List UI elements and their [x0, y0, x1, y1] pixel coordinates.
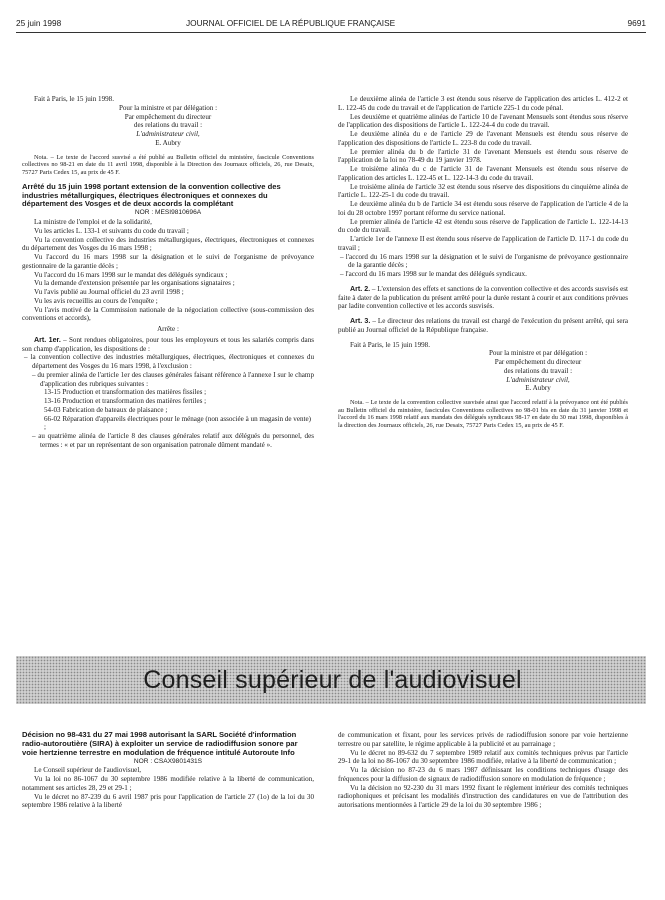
paragraph: Vu le décret no 89-632 du 7 septembre 1989 relatif aux comités techniques prévus par l'article 29-1 de la loi no 86-1067 du 30 septembre 1986 modifiée, relative à la liberté de communication ; — [338, 748, 628, 766]
paragraph: Le premier alinéa du b de l'article 31 de l'avenant Mensuels est étendu sous réserve de l'application de la loi no 78-49 du 19 janvier 1978. — [338, 147, 628, 165]
decision-title: Décision no 98-431 du 27 mai 1998 autorisant la SARL Société d'information radio-autoroutière (SIRA) à exploiter un service de radiodiffusion sonore par voie hertzienne terrestre en modulation de fréquence intitulé Autoroute Info — [22, 730, 298, 757]
header-page-number: 9691 — [627, 18, 646, 28]
column-right-top — [338, 95, 628, 430]
signature-line: L'administrateur civil, — [506, 375, 570, 384]
article-2 — [338, 285, 628, 311]
paragraph: Le deuxième alinéa du b de l'article 34 est étendu sous réserve de l'application de l'article 4 de la loi du 28 octobre 1997 portant réforme du service national. — [338, 200, 628, 217]
signature-name: E. Aubry — [525, 384, 551, 393]
list-item: – au quatrième alinéa de l'article 8 des clauses générales relatif aux délégués du personnel, des termes : « et par un représentant de son organisation patronale dûment mandaté ». — [32, 432, 314, 449]
signature-block — [448, 349, 628, 393]
signature-place-date: Fait à Paris, le 15 juin 1998. — [34, 95, 114, 103]
paragraph: L'article 1er de l'annexe II est étendu sous réserve de l'application de l'article D. 117-1 du code du travail ; — [338, 235, 628, 252]
paragraph: Les deuxième et quatrième alinéas de l'article 10 de l'avenant Mensuels sont étendus sous réserve de l'application des dispositions de l'article L. 122-24-4 du code du travail. — [338, 112, 628, 130]
arrete-heading: Arrête : — [157, 325, 179, 334]
article-1-label: Art. 1er. — [34, 335, 61, 344]
rubrique-item: 66-02 Réparation d'appareils électriques pour le ménage (non associée à un magasin de vente) ; — [44, 414, 311, 432]
header-journal-title: JOURNAL OFFICIEL DE LA RÉPUBLIQUE FRANÇAISE — [186, 18, 396, 28]
article-1-text: – Sont rendues obligatoires, pour tous les employeurs et tous les salariés compris dans son champ d'application, les dispositions de : — [22, 335, 315, 353]
nor-reference: NOR : CSAX9801431S — [133, 757, 203, 765]
rubrique-item: 54-03 Fabrication de bateaux de plaisance ; — [44, 405, 168, 414]
signature-line: Pour la ministre et par délégation : — [488, 349, 588, 358]
signature-block — [22, 104, 314, 148]
header-rule — [16, 32, 646, 33]
paragraph: Le troisième alinéa de l'article 32 est étendu sous réserve des dispositions du cinquième alinéa de l'article L. 122-25-1 du code du travail. — [338, 182, 628, 200]
signature-line: Pour la ministre et par délégation : — [118, 103, 218, 112]
paragraph: Le premier alinéa de l'article 42 est étendu sous réserve de l'application de l'article L. 122-14-13 du code du travail. — [338, 217, 628, 235]
signature-line: Par empêchement du directeur — [494, 358, 582, 366]
paragraph: Vu l'accord du 16 mars 1998 sur la désignation et le suivi de l'organisme de prévoyance gestionnaire de la garantie décès ; — [22, 253, 314, 270]
signature-line: des relations du travail : — [503, 366, 573, 375]
paragraph: Le deuxième alinéa de l'article 3 est étendu sous réserve de l'application des articles L. 412-2 et L. 122-45 du code du travail et de l'application de l'article 225-1 du code pénal. — [338, 95, 628, 112]
nota-paragraph: Nota. – Le texte de l'accord susvisé a été publié au Bulletin officiel du ministère, fascicule Conventions collectives no 98-21 en date du 11 avril 1998, disponible à la Direction des Journaux officiels, 26, rue Desaix, 75727 Paris Cedex 15, au prix de 45 F. — [22, 153, 314, 176]
arrete-title: Arrêté du 15 juin 1998 portant extension de la convention collective des industries métallurgiques, électriques électroniques et connexes du département des Vosges et de deux accords la complétant — [22, 181, 281, 209]
article-3 — [338, 317, 628, 335]
paragraph: Vu les avis recueillis au cours de l'enquête ; — [34, 296, 158, 305]
article-2-label: Art. 2. — [350, 284, 371, 293]
signature-line: Par empêchement du directeur — [124, 112, 212, 121]
section-banner-title: Conseil supérieur de l'audiovisuel — [143, 666, 522, 694]
article-1 — [22, 336, 314, 354]
paragraph: Vu l'avis publié au Journal officiel du 23 avril 1998 ; — [34, 288, 184, 297]
list-item: – la convention collective des industries métallurgiques, électriques, électroniques et connexes du département des Vosges du 16 mars 1998, à l'exclusion : — [24, 353, 314, 371]
article-3-label: Art. 3. — [350, 317, 371, 325]
rubrique-item: 13-16 Production et transformation des matières fertiles ; — [44, 397, 207, 406]
header-date: 25 juin 1998 — [16, 18, 62, 28]
paragraph: Vu la décision no 92-230 du 31 mars 1992 fixant le règlement intérieur des comités techniques radiophoniques et précisant les modalités d'instruction des candidatures en vue de l'attribution des autorisations mentionnées à l'article 29 de la loi du 30 septembre 1986 ; — [338, 783, 628, 809]
article-2-text: – L'extension des effets et sanctions de la convention collective et des accords susvisés est faite à dater de la publication du présent arrêté pour la durée restant à courir et aux conditions prévues par ladite convention collective et les accords susvisés. — [338, 284, 628, 311]
article-3-text: – Le directeur des relations du travail est chargé de l'exécution du présent arrêté, qui sera publié au Journal officiel de la République française. — [338, 317, 628, 334]
paragraph: La ministre de l'emploi et de la solidarité, — [34, 218, 152, 227]
list-item: – l'accord du 16 mars 1998 sur le mandat des délégués syndicaux. — [340, 270, 527, 278]
paragraph: Vu la loi no 86-1067 du 30 septembre 1986 modifiée relative à la liberté de communication, notamment ses articles 28, 29 et 29-1 ; — [22, 775, 314, 792]
paragraph: Vu la demande d'extension présentée par les organisations signataires ; — [34, 279, 235, 288]
paragraph: Le Conseil supérieur de l'audiovisuel, — [34, 766, 142, 775]
signature-name: E. Aubry — [155, 138, 181, 147]
signature-place-date: Fait à Paris, le 15 juin 1998. — [350, 340, 430, 349]
rubrique-item: 13-15 Production et transformation des matières fissiles ; — [44, 388, 207, 397]
paragraph: Vu le décret no 87-239 du 6 avril 1987 pris pour l'application de l'article 27 (1o) de la loi du 30 septembre 1986 relative à la liberté — [22, 792, 314, 810]
paragraph: Le deuxième alinéa du e de l'article 29 de l'avenant Mensuels est étendu sous réserve de l'application des dispositions de l'article L. 223-8 du code du travail. — [338, 130, 628, 147]
list-item: – l'accord du 16 mars 1998 sur la désignation et le suivi de l'organisme de prévoyance gestionnaire de la garantie décès ; — [340, 252, 628, 270]
column-right-bottom — [338, 731, 628, 810]
nota-paragraph: Nota. – Le texte de la convention collective susvisée ainsi que l'accord relatif à la prévoyance ont été publiés au Bulletin officiel du ministère, fascicules Conventions collectives no 98-01 bis en date du 31 janvier 1998 et l'accord du 16 mars 1998 relatif aux mandats des délégués syndicaux 98-17 en date du 30 mai 1998, disponibles à la direction des Journaux officiels, 26, rue Desaix, 75727 Paris Cedex 15, au prix de 45 F. — [338, 399, 628, 430]
paragraph: de communication et fixant, pour les services privés de radiodiffusion sonore par voie hertzienne terrestre ou par satellite, le régime applicable à la publicité et au parrainage ; — [338, 731, 628, 748]
paragraph: Vu la convention collective des industries métallurgiques, électriques, électroniques et connexes du département des Vosges du 16 mars 1998 ; — [22, 235, 314, 253]
column-left-top — [22, 95, 314, 450]
paragraph: Vu l'avis motivé de la Commission nationale de la négociation collective (sous-commission des conventions et accords), — [22, 305, 314, 323]
paragraph: Vu les articles L. 133-1 et suivants du code du travail ; — [34, 226, 189, 235]
paragraph: Le troisième alinéa du c de l'article 31 de l'avenant Mensuels est étendu sous réserve de l'application des articles L. 122-45 et L. 122-14-3 du code du travail. — [338, 165, 628, 182]
paragraph: Vu la décision no 87-23 du 6 mars 1987 définissant les conditions techniques d'usage des fréquences pour la diffusion de signaux de radiodiffusion sonore en modulation de fréquence ; — [338, 766, 628, 783]
signature-line: L'administrateur civil, — [136, 130, 200, 138]
column-left-bottom — [22, 731, 314, 810]
nor-reference: NOR : MESI9810696A — [134, 209, 202, 217]
list-item: – du premier alinéa de l'article 1er des clauses générales faisant référence à l'annexe I sur le champ d'application des rubriques suivantes : — [32, 370, 314, 388]
page-header — [16, 18, 646, 32]
signature-line: des relations du travail : — [133, 121, 203, 130]
paragraph: Vu l'accord du 16 mars 1998 sur le mandat des délégués syndicaux ; — [34, 270, 228, 279]
